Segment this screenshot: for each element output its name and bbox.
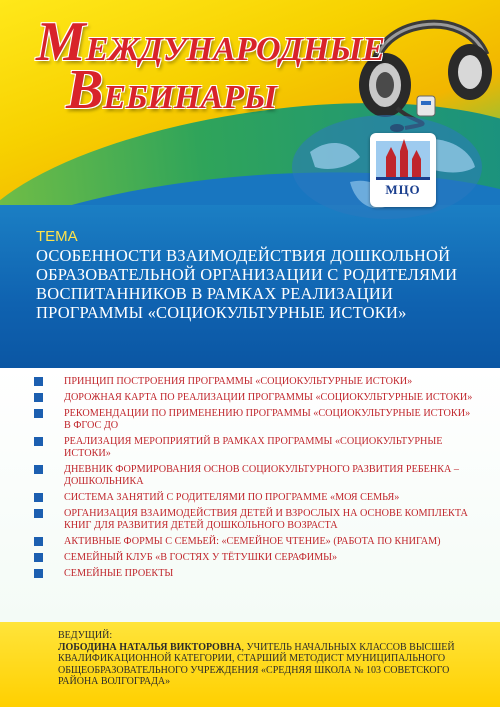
- square-bullet-icon: [34, 493, 43, 502]
- title-line-1: МЕЖДУНАРОДНЫЕ: [36, 11, 386, 73]
- square-bullet-icon: [34, 409, 43, 418]
- square-bullet-icon: [34, 537, 43, 546]
- list-item: СЕМЕЙНЫЙ КЛУБ «В ГОСТЯХ У ТЁТУШКИ СЕРАФИМЫ»: [34, 552, 474, 564]
- list-item: ПРИНЦИП ПОСТРОЕНИЯ ПРОГРАММЫ «СОЦИОКУЛЬТУРНЫЕ ИСТОКИ»: [34, 376, 474, 388]
- mco-logo: [370, 133, 436, 207]
- list-item: РЕКОМЕНДАЦИИ ПО ПРИМЕНЕНИЮ ПРОГРАММЫ «СОЦИОКУЛЬТУРНЫЕ ИСТОКИ» В ФГОС ДО: [34, 408, 474, 432]
- square-bullet-icon: [34, 393, 43, 402]
- presenter-info: [58, 642, 478, 688]
- square-bullet-icon: [34, 553, 43, 562]
- logo-text: МЦО: [385, 182, 421, 197]
- square-bullet-icon: [34, 569, 43, 578]
- square-bullet-icon: [34, 377, 43, 386]
- list-item: СИСТЕМА ЗАНЯТИЙ С РОДИТЕЛЯМИ ПО ПРОГРАММЕ «МОЯ СЕМЬЯ»: [34, 492, 474, 504]
- topic-title: ОСОБЕННОСТИ ВЗАИМОДЕЙСТВИЯ ДОШКОЛЬНОЙ ОБРАЗОВАТЕЛЬНОЙ ОРГАНИЗАЦИИ С РОДИТЕЛЯМИ ВОСПИТАННИКОВ В РАМКАХ РЕАЛИЗАЦИИ ПРОГРАММЫ «СОЦИОКУЛЬТУРНЫЕ ИСТОКИ»: [36, 246, 458, 322]
- list-item: РЕАЛИЗАЦИЯ МЕРОПРИЯТИЙ В РАМКАХ ПРОГРАММЫ «СОЦИОКУЛЬТУРНЫЕ ИСТОКИ»: [34, 436, 474, 460]
- list-item: АКТИВНЫЕ ФОРМЫ С СЕМЬЕЙ: «СЕМЕЙНОЕ ЧТЕНИЕ» (РАБОТА ПО КНИГАМ): [34, 536, 474, 548]
- presenter-name: ЛОБОДИНА НАТАЛЬЯ ВИКТОРОВНА: [58, 641, 242, 653]
- presenter-description: , УЧИТЕЛЬ НАЧАЛЬНЫХ КЛАССОВ ВЫСШЕЙ КВАЛИФИКАЦИОННОЙ КАТЕГОРИИ, СТАРШИЙ МЕТОДИСТ МУНИЦИПАЛЬНОГО ОБЩЕОБРАЗОВАТЕЛЬНОГО УЧРЕЖДЕНИЯ «СРЕДНЯЯ ШКОЛА № 103 СОВЕТСКОГО РАЙОНА ВОЛГОГРАДА»: [58, 641, 455, 688]
- title-line-2: ВЕБИНАРЫ: [66, 59, 277, 121]
- poster-title: [36, 11, 396, 121]
- topic-label: ТЕМА: [36, 228, 78, 245]
- topic-block: [36, 228, 476, 322]
- square-bullet-icon: [34, 437, 43, 446]
- presenter-label: ВЕДУЩИЙ:: [58, 630, 113, 641]
- list-item: ДНЕВНИК ФОРМИРОВАНИЯ ОСНОВ СОЦИОКУЛЬТУРНОГО РАЗВИТИЯ РЕБЕНКА – ДОШКОЛЬНИКА: [34, 464, 474, 488]
- list-item: ДОРОЖНАЯ КАРТА ПО РЕАЛИЗАЦИИ ПРОГРАММЫ «СОЦИОКУЛЬТУРНЫЕ ИСТОКИ»: [34, 392, 474, 404]
- list-item: СЕМЕЙНЫЕ ПРОЕКТЫ: [34, 568, 474, 580]
- program-items-list: [34, 376, 474, 584]
- square-bullet-icon: [34, 465, 43, 474]
- square-bullet-icon: [34, 509, 43, 518]
- list-item: ОРГАНИЗАЦИЯ ВЗАИМОДЕЙСТВИЯ ДЕТЕЙ И ВЗРОСЛЫХ НА ОСНОВЕ КОМПЛЕКТА КНИГ ДЛЯ РАЗВИТИЯ ДЕТЕЙ ДОШКОЛЬНОГО ВОЗРАСТА: [34, 508, 474, 532]
- presenter-block: [58, 630, 478, 688]
